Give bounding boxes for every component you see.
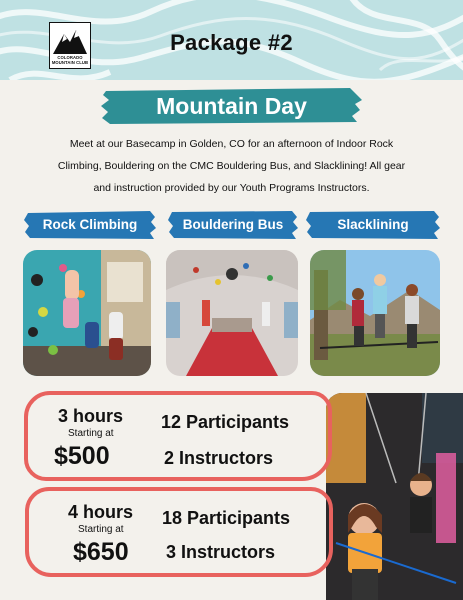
package-1-price: $500 (54, 442, 110, 470)
pill-rock-climbing: Rock Climbing (42, 217, 138, 232)
package-1-instructors: 2 Instructors (164, 448, 274, 468)
slacklining-photo (310, 250, 440, 376)
package-2-instructors: 3 Instructors (166, 542, 276, 562)
pill-bouldering-bus: Bouldering Bus (182, 217, 284, 232)
package-2-price: $650 (73, 538, 129, 566)
package-2-participants: 18 Participants (162, 508, 291, 528)
package-2-starting-label: Starting at (78, 524, 124, 535)
bouldering-bus-photo (166, 250, 298, 376)
banner-title: Mountain Day (156, 93, 307, 119)
package-1-hours: 3 hours (58, 406, 124, 426)
rock-climbing-photo (23, 250, 151, 376)
package-card-4-hours (25, 487, 333, 577)
kids-climbing-photo (326, 393, 463, 600)
package-title: Package #2 (170, 30, 293, 55)
package-2-hours: 4 hours (68, 502, 134, 522)
logo-text: COLORADO MOUNTAIN CLUB (51, 55, 89, 66)
description-text: Meet at our Basecamp in Golden, CO for an afternoon of Indoor Rock Climbing, Bouldering on the CMC Bouldering Bus, and Slacklining! All gear and instruction provided by our Youth Programs Instructors. (57, 138, 406, 194)
package-1-starting-label: Starting at (68, 428, 114, 439)
package-1-participants: 12 Participants (161, 412, 290, 432)
pill-slacklining: Slacklining (337, 217, 409, 232)
